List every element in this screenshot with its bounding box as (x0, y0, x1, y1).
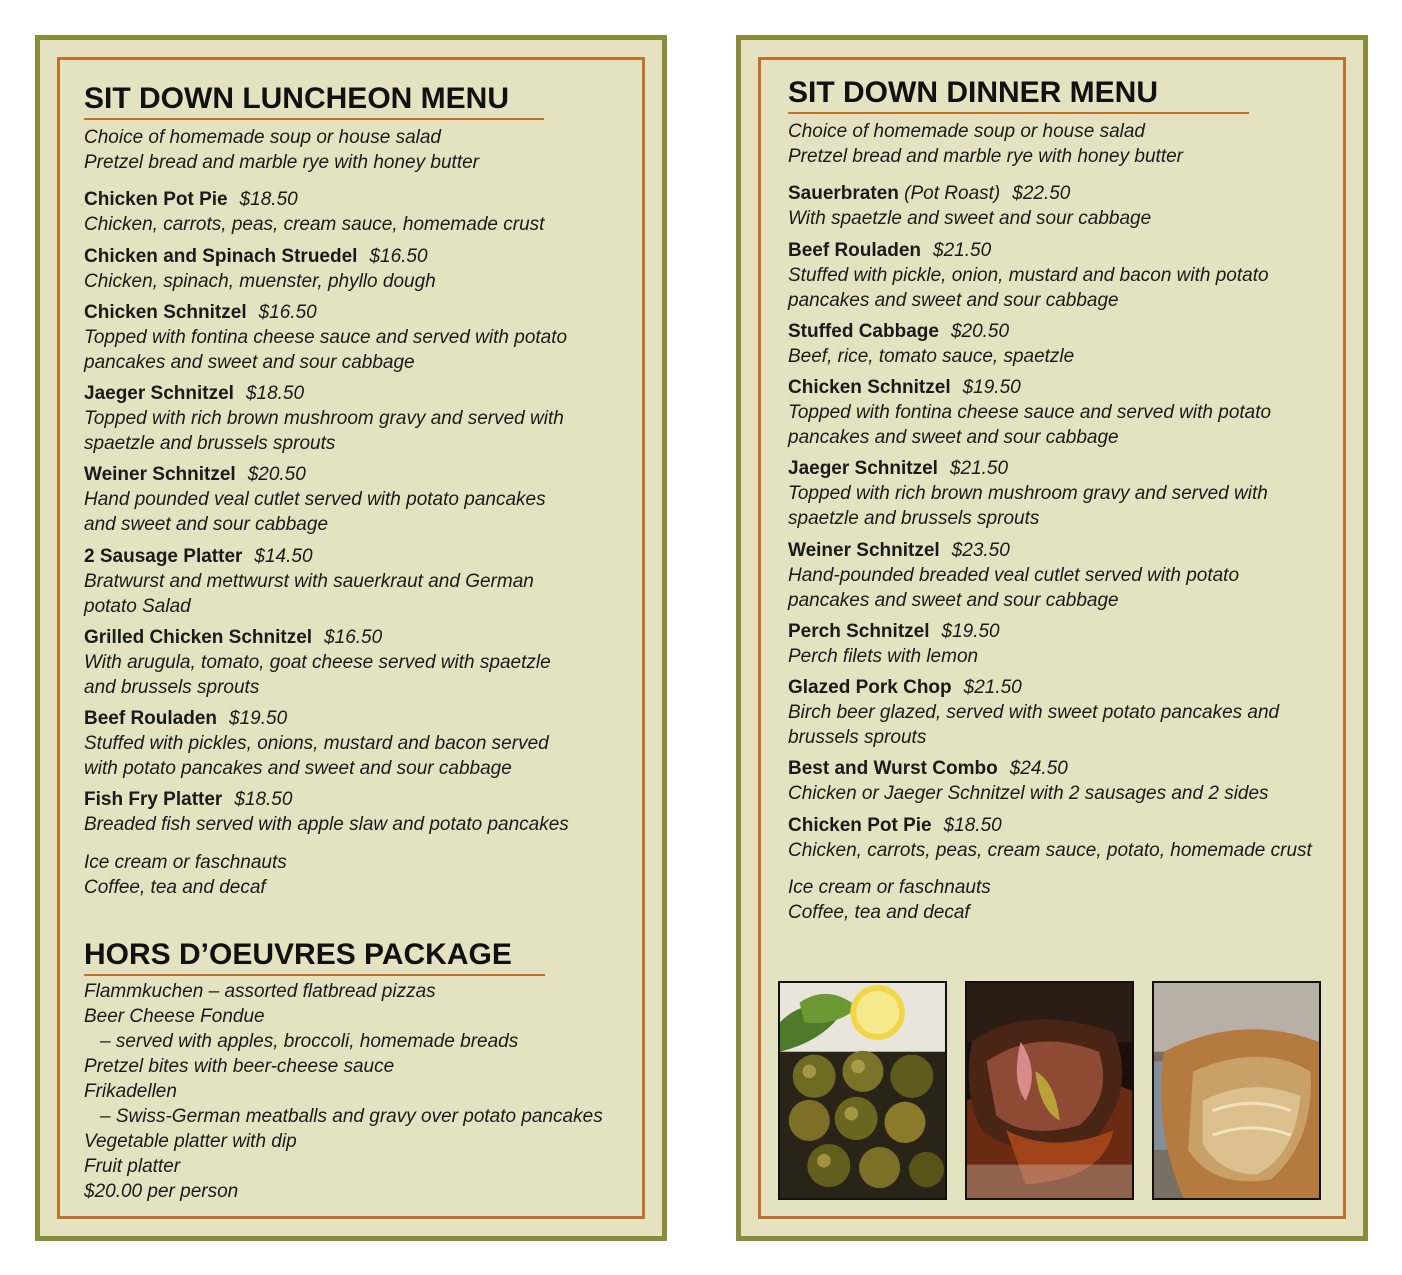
dinner-item-chicken-schnitzel (788, 375, 1021, 400)
item-price: $20.50 (950, 321, 1010, 342)
item-name: Chicken Pot Pie (788, 815, 932, 836)
item-description: spaetzle and brussels sprouts (788, 508, 1040, 529)
item-name: 2 Sausage Platter (84, 546, 243, 567)
item-price: $19.50 (229, 708, 288, 729)
item-name: Grilled Chicken Schnitzel (84, 627, 313, 648)
item-description: Chicken, carrots, peas, cream sauce, homemade crust (84, 214, 545, 235)
luncheon-title: SIT DOWN LUNCHEON MENU (84, 82, 509, 115)
item-price: $19.50 (941, 621, 1000, 642)
dinner-item-chicken-pot-pie (788, 813, 1002, 838)
item-name: Glazed Pork Chop (788, 677, 952, 698)
item-price: $19.50 (962, 377, 1021, 398)
luncheon-item-weiner-schnitzel (84, 462, 306, 487)
item-description: Topped with fontina cheese sauce and served with potato (84, 327, 568, 348)
item-name: Weiner Schnitzel (84, 464, 236, 485)
dinner-outro-2: Coffee, tea and decaf (788, 902, 970, 923)
item-description: Stuffed with pickles, onions, mustard and bacon served (84, 733, 549, 754)
item-price: $18.50 (245, 383, 305, 404)
item-price: $21.50 (949, 458, 1009, 479)
item-description: pancakes and sweet and sour cabbage (788, 427, 1119, 448)
hors-line: Fruit platter (84, 1156, 181, 1177)
item-description: spaetzle and brussels sprouts (84, 433, 336, 454)
item-price: $23.50 (951, 540, 1010, 561)
item-description: Chicken, spinach, muenster, phyllo dough (84, 271, 436, 292)
item-description: pancakes and sweet and sour cabbage (84, 352, 415, 373)
luncheon-intro-2: Pretzel bread and marble rye with honey butter (84, 152, 479, 173)
hors-line: Flammkuchen – assorted flatbread pizzas (84, 981, 436, 1002)
item-name: Best and Wurst Combo (788, 758, 998, 779)
item-description: Chicken or Jaeger Schnitzel with 2 sausages and 2 sides (788, 783, 1269, 804)
dinner-intro-1: Choice of homemade soup or house salad (788, 121, 1146, 142)
dinner-outro-1: Ice cream or faschnauts (788, 877, 991, 898)
item-description: pancakes and sweet and sour cabbage (788, 290, 1119, 311)
item-note: (Pot Roast) (898, 183, 1001, 204)
item-name: Chicken and Spinach Struedel (84, 246, 358, 267)
hors-line: Frikadellen (84, 1081, 177, 1102)
item-name: Weiner Schnitzel (788, 540, 940, 561)
item-name: Stuffed Cabbage (788, 321, 939, 342)
luncheon-item-chicken-schnitzel (84, 300, 317, 325)
item-description: Birch beer glazed, served with sweet potato pancakes and (788, 702, 1280, 723)
item-description: Topped with rich brown mushroom gravy and served with (788, 483, 1268, 504)
luncheon-item-fish-fry-platter (84, 787, 292, 812)
hors-line: Vegetable platter with dip (84, 1131, 297, 1152)
dinner-item-sauerbraten (788, 181, 1070, 206)
luncheon-outro-1: Ice cream or faschnauts (84, 852, 287, 873)
luncheon-item-jaeger-schnitzel (84, 381, 304, 406)
item-price: $22.50 (1012, 183, 1071, 204)
hors-doeuvres-title-underline (84, 974, 545, 976)
luncheon-item-chicken-pot-pie (84, 187, 298, 212)
item-name: Chicken Schnitzel (788, 377, 951, 398)
item-name: Chicken Schnitzel (84, 302, 247, 323)
hors-line: – served with apples, broccoli, homemade breads (100, 1031, 519, 1052)
item-description: pancakes and sweet and sour cabbage (788, 590, 1119, 611)
hors-line: – Swiss-German meatballs and gravy over potato pancakes (100, 1106, 603, 1127)
item-description: Perch filets with lemon (788, 646, 979, 667)
item-description: Topped with rich brown mushroom gravy and served with (84, 408, 564, 429)
luncheon-outro-2: Coffee, tea and decaf (84, 877, 266, 898)
item-description: Bratwurst and mettwurst with sauerkraut and German (84, 571, 534, 592)
item-price: $21.50 (933, 240, 992, 261)
brussels-sprouts-photo (778, 981, 947, 1200)
luncheon-item-grilled-chicken-schnitzel (84, 625, 382, 650)
item-name: Perch Schnitzel (788, 621, 930, 642)
dinner-item-beef-rouladen (788, 238, 991, 263)
item-name: Beef Rouladen (84, 708, 218, 729)
dinner-title: SIT DOWN DINNER MENU (788, 76, 1158, 109)
item-price: $18.50 (239, 189, 298, 210)
dinner-intro-2: Pretzel bread and marble rye with honey butter (788, 146, 1183, 167)
item-description: Beef, rice, tomato sauce, spaetzle (788, 346, 1075, 367)
item-price: $18.50 (234, 789, 293, 810)
item-price: $18.50 (943, 815, 1002, 836)
hors-price: $20.00 per person (84, 1181, 239, 1202)
item-description: Hand pounded veal cutlet served with potato pancakes (84, 489, 546, 510)
item-description: With arugula, tomato, goat cheese served with spaetzle (84, 652, 551, 673)
luncheon-intro-1: Choice of homemade soup or house salad (84, 127, 442, 148)
hors-line: Beer Cheese Fondue (84, 1006, 265, 1027)
luncheon-item-sausage-platter (84, 544, 313, 569)
hors-line: Pretzel bites with beer-cheese sauce (84, 1056, 395, 1077)
beef-rouladen-photo (965, 981, 1134, 1200)
item-name: Fish Fry Platter (84, 789, 223, 810)
item-price: $21.50 (963, 677, 1022, 698)
dinner-item-stuffed-cabbage (788, 319, 1009, 344)
luncheon-item-chicken-spinach-struedel (84, 244, 428, 269)
item-name: Beef Rouladen (788, 240, 922, 261)
item-price: $14.50 (254, 546, 313, 567)
dinner-item-weiner-schnitzel (788, 538, 1010, 563)
dinner-item-best-and-wurst-combo (788, 756, 1068, 781)
dinner-title-underline (788, 112, 1249, 114)
item-name: Chicken Pot Pie (84, 189, 228, 210)
item-description: and sweet and sour cabbage (84, 514, 329, 535)
item-description: and brussels sprouts (84, 677, 260, 698)
luncheon-item-beef-rouladen (84, 706, 287, 731)
item-description: Chicken, carrots, peas, cream sauce, potato, homemade crust (788, 840, 1312, 861)
item-description: Stuffed with pickle, onion, mustard and bacon with potato (788, 265, 1269, 286)
item-price: $16.50 (258, 302, 317, 323)
dinner-item-jaeger-schnitzel (788, 456, 1008, 481)
item-price: $16.50 (369, 246, 428, 267)
item-description: brussels sprouts (788, 727, 927, 748)
luncheon-title-underline (84, 118, 544, 120)
hors-doeuvres-title: HORS D’OEUVRES PACKAGE (84, 938, 512, 971)
dinner-item-glazed-pork-chop (788, 675, 1022, 700)
apple-strudel-photo (1152, 981, 1321, 1200)
item-description: With spaetzle and sweet and sour cabbage (788, 208, 1152, 229)
dinner-item-perch-schnitzel (788, 619, 1000, 644)
item-name: Jaeger Schnitzel (84, 383, 234, 404)
item-price: $24.50 (1009, 758, 1068, 779)
item-description: Breaded fish served with apple slaw and potato pancakes (84, 814, 569, 835)
item-description: Topped with fontina cheese sauce and served with potato (788, 402, 1272, 423)
item-description: with potato pancakes and sweet and sour cabbage (84, 758, 512, 779)
item-name: Jaeger Schnitzel (788, 458, 938, 479)
item-description: Hand-pounded breaded veal cutlet served with potato (788, 565, 1240, 586)
item-price: $20.50 (247, 464, 306, 485)
item-description: potato Salad (84, 596, 191, 617)
item-price: $16.50 (324, 627, 383, 648)
item-name: Sauerbraten (788, 183, 899, 204)
